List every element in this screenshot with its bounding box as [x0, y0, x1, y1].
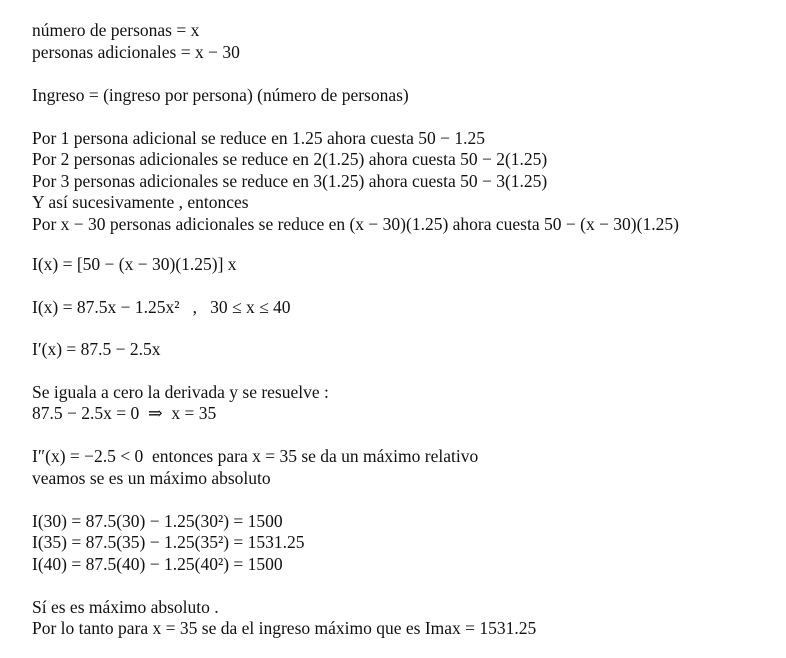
evaluation-30: I(30) = 87.5(30) − 1.25(30²) = 1500 — [32, 510, 283, 531]
reasoning-line-4: Y así sucesivamente , entonces — [32, 192, 249, 212]
conclusion-final: Por lo tanto para x = 35 se da el ingreso máximo que es Imax = 1531.25 — [32, 618, 537, 638]
reasoning-line-2: Por 2 personas adicionales se reduce en 2(1.25) ahora cuesta 50 − 2(1.25) — [32, 149, 548, 169]
second-derivative-test: I″(x) = −2.5 < 0 entonces para x = 35 se da un máximo relativo — [32, 446, 479, 466]
critical-point-equation: 87.5 − 2.5x = 0 ⇒ x = 35 — [32, 403, 217, 423]
definition-additional-persons: personas adicionales = x − 30 — [32, 41, 240, 62]
income-expanded: I(x) = 87.5x − 1.25x² , 30 ≤ x ≤ 40 — [32, 296, 291, 317]
income-function: I(x) = [50 − (x − 30)(1.25)] x — [32, 254, 237, 274]
conclusion-statement: Sí es es máximo absoluto . — [32, 596, 219, 617]
evaluation-35: I(35) = 87.5(35) − 1.25(35²) = 1531.25 — [32, 532, 305, 552]
absolute-max-note: veamos se es un máximo absoluto — [32, 467, 271, 488]
income-definition: Ingreso = (ingreso por persona) (número de personas) — [32, 84, 409, 105]
definition-persons: número de personas = x — [32, 20, 200, 40]
reasoning-line-5: Por x − 30 personas adicionales se reduce en (x − 30)(1.25) ahora cuesta 50 − (x − 30)(1.25) — [32, 213, 679, 234]
critical-point-intro: Se iguala a cero la derivada y se resuelve : — [32, 381, 329, 402]
evaluation-40: I(40) = 87.5(40) − 1.25(40²) = 1500 — [32, 553, 283, 574]
reasoning-line-1: Por 1 persona adicional se reduce en 1.25 ahora cuesta 50 − 1.25 — [32, 127, 486, 148]
first-derivative: I′(x) = 87.5 − 2.5x — [32, 339, 161, 359]
reasoning-line-3: Por 3 personas adicionales se reduce en 3(1.25) ahora cuesta 50 − 3(1.25) — [32, 170, 548, 191]
solution-document — [32, 20, 772, 640]
